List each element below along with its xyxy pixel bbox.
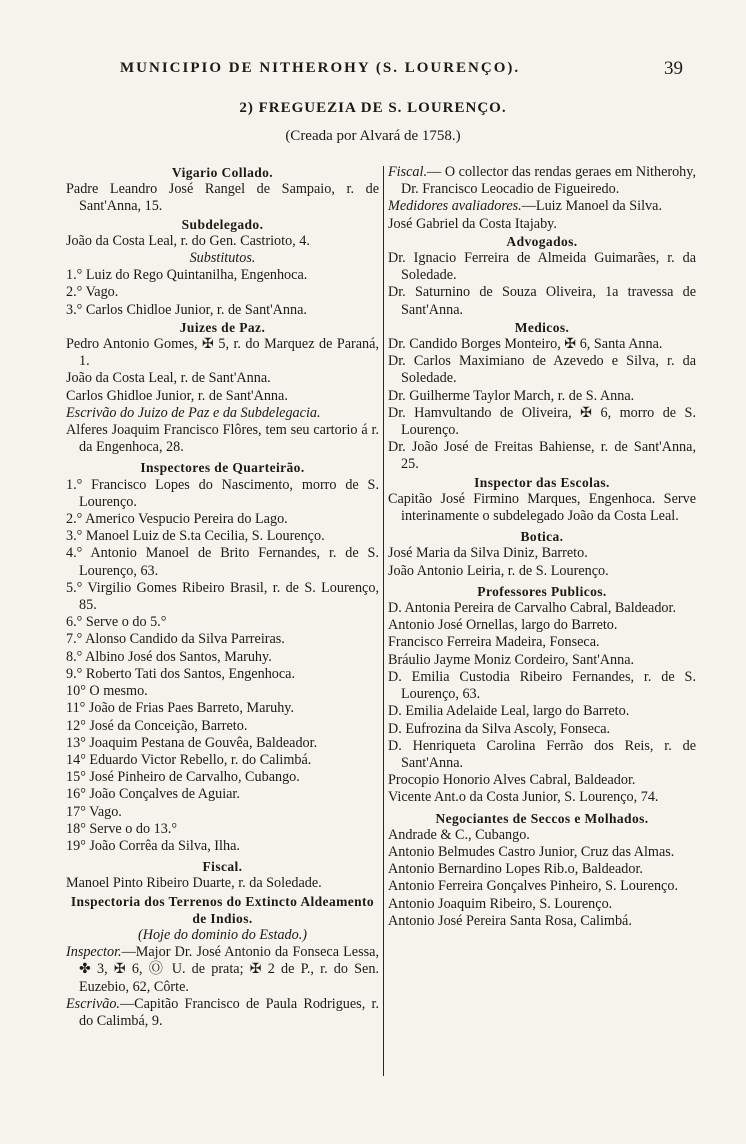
list-item: Antonio Bernardino Lopes Rib.o, Baldeador. — [388, 861, 643, 878]
list-item: D. Emilia Adelaide Leal, largo do Barreto. — [388, 703, 630, 720]
list-item: 3.° Manoel Luiz de S.ta Cecilia, S. Lourenço. — [66, 528, 325, 545]
fiscal-right-entry — [388, 164, 696, 198]
list-item: Dr. João José de Freitas Bahiense, r. de Sant'Anna, 25. — [388, 439, 696, 473]
list-item: 14° Eduardo Victor Rebello, r. do Calimbá. — [66, 751, 312, 768]
list-item: 16° João Conçalves de Aguiar. — [66, 786, 240, 803]
list-item: 2.° Americo Vespucio Pereira do Lago. — [66, 511, 288, 528]
list-item: 8.° Albino José dos Santos, Maruhy. — [66, 648, 272, 665]
list-item: 2.° Vago. — [66, 284, 119, 301]
inspector-text: —Major Dr. José Antonio da Fonseca Lessa, ✤ 3, ✠ 6, Ⓞ U. de prata; ✠ 2 de P., r. do Sen. Euzebio, 62, Côrte. — [79, 944, 379, 995]
list-item: Andrade & C., Cubango. — [388, 826, 530, 843]
list-item: 17° Vago. — [66, 803, 122, 820]
vigario-entry: Padre Leandro José Rangel de Sampaio, r. de Sant'Anna, 15. — [66, 181, 379, 215]
list-item: Antonio Joaquim Ribeiro, S. Lourenço. — [388, 895, 613, 912]
subdelegado-entry: João da Costa Leal, r. do Gen. Castrioto, 4. — [66, 232, 310, 249]
list-item: Dr. Hamvultando de Oliveira, ✠ 6, morro de S. Lourenço. — [388, 404, 696, 439]
list-item: 1.° Luiz do Rego Quintanilha, Engenhoca. — [66, 267, 308, 284]
negociantes-heading: Negociantes de Seccos e Molhados. — [435, 810, 649, 826]
medidores-text: —Luiz Manoel da Silva. — [521, 198, 662, 215]
list-item: D. Eufrozina da Silva Ascoly, Fonseca. — [388, 720, 611, 737]
subdelegado-heading: Subdelegado. — [181, 216, 264, 232]
list-item: Antonio Ferreira Gonçalves Pinheiro, S. Lourenço. — [388, 878, 678, 895]
list-item: Dr. Candido Borges Monteiro, ✠ 6, Santa Anna. — [388, 336, 663, 353]
list-item: João da Costa Leal, r. de Sant'Anna. — [66, 370, 271, 387]
inspector-escolas-entry: Capitão José Firmino Marques, Engenhoca. Serve interinamente o subdelegado João da Costa Leal. — [388, 490, 696, 525]
escrivao2-label: Escrivão. — [66, 995, 120, 1012]
list-item: Antonio Belmudes Castro Junior, Cruz das Almas. — [388, 843, 675, 860]
escrivao-entry: Alferes Joaquim Francisco Flôres, tem seu cartorio á r. da Engenhoca, 28. — [66, 422, 379, 456]
list-item: 4.° Antonio Manoel de Brito Fernandes, r. de S. Lourenço, 63. — [66, 545, 379, 579]
escrivao2-entry — [66, 996, 379, 1030]
list-item: Bráulio Jayme Moniz Cordeiro, Sant'Anna. — [388, 651, 635, 668]
section-subtitle: (Creada por Alvará de 1758.) — [285, 128, 461, 144]
list-item: João Antonio Leiria, r. de S. Lourenço. — [388, 562, 609, 579]
page-number: 39 — [664, 58, 683, 79]
medidores-entry — [388, 198, 696, 215]
juizes-heading: Juizes de Paz. — [179, 319, 266, 335]
list-item: 9.° Roberto Tati dos Santos, Engenhoca. — [66, 665, 296, 682]
list-item: 11° João de Frias Paes Barreto, Maruhy. — [66, 700, 295, 717]
medidores-entry-2: José Gabriel da Costa Itajaby. — [388, 215, 557, 232]
column-divider — [383, 166, 384, 1076]
inspectoria-heading: Inspectoria dos Terrenos do Extincto Aldeamento de Indios. — [70, 893, 375, 926]
list-item: Antonio José Ornellas, largo do Barreto. — [388, 617, 618, 634]
list-item: D. Henriqueta Carolina Ferrão dos Reis, r. de Sant'Anna. — [388, 737, 696, 771]
right-column — [388, 164, 696, 1084]
fiscal-right-text: — O collector das rendas geraes em Nitherohy, Dr. Francisco Leocadio de Figueiredo. — [401, 164, 696, 198]
list-item: 13° Joaquim Pestana de Gouvêa, Baldeador. — [66, 734, 318, 751]
medicos-heading: Medicos. — [514, 319, 570, 335]
inspector-escolas-heading: Inspector das Escolas. — [474, 474, 610, 490]
list-item: 7.° Alonso Candido da Silva Parreiras. — [66, 631, 285, 648]
medidores-label: Medidores avaliadores. — [388, 198, 522, 215]
inspector-label: Inspector. — [66, 944, 122, 961]
substitutos-heading: Substitutos. — [189, 250, 256, 267]
list-item: Dr. Saturnino de Souza Oliveira, 1a travessa de Sant'Anna. — [388, 284, 696, 318]
list-item: D. Emilia Custodia Ribeiro Fernandes, r. de S. Lourenço, 63. — [388, 668, 696, 703]
list-item: 10° O mesmo. — [66, 683, 148, 700]
escrivao2-text: —Capitão Francisco de Paula Rodrigues, r. do Calimbá, 9. — [79, 995, 379, 1029]
list-item: Dr. Carlos Maximiano de Azevedo e Silva, r. da Soledade. — [388, 353, 696, 387]
list-item: D. Antonia Pereira de Carvalho Cabral, Baldeador. — [388, 600, 676, 617]
professores-heading: Professores Publicos. — [477, 583, 607, 599]
inspectores-heading: Inspectores de Quarteirão. — [140, 460, 305, 476]
list-item: Pedro Antonio Gomes, ✠ 5, r. do Marquez de Paraná, 1. — [66, 336, 379, 370]
list-item: Dr. Guilherme Taylor March, r. de S. Anna. — [388, 387, 635, 404]
list-item: 15° José Pinheiro de Carvalho, Cubango. — [66, 769, 300, 786]
list-item: Vicente Ant.o da Costa Junior, S. Lourenço, 74. — [388, 789, 659, 806]
list-item: Dr. Ignacio Ferreira de Almeida Guimarães, r. da Soledade. — [388, 250, 696, 284]
left-column — [66, 164, 379, 1084]
running-title: MUNICIPIO DE NITHEROHY (S. LOURENÇO). — [120, 60, 521, 76]
advogados-heading: Advogados. — [506, 233, 578, 249]
list-item: 5.° Virgilio Gomes Ribeiro Brasil, r. de S. Lourenço, 85. — [66, 579, 379, 614]
list-item: Carlos Ghidloe Junior, r. de Sant'Anna. — [66, 387, 288, 404]
list-item: 1.° Francisco Lopes do Nascimento, morro de S. Lourenço. — [66, 476, 379, 510]
list-item: 3.° Carlos Chidloe Junior, r. de Sant'Anna. — [66, 301, 307, 318]
list-item: Francisco Ferreira Madeira, Fonseca. — [388, 634, 600, 651]
list-item: José Maria da Silva Diniz, Barreto. — [388, 545, 588, 562]
vigario-heading: Vigario Collado. — [171, 165, 274, 180]
list-item: 12° José da Conceição, Barreto. — [66, 717, 248, 734]
list-item: 6.° Serve o do 5.° — [66, 614, 167, 631]
inspector-entry — [66, 944, 379, 996]
botica-heading: Botica. — [520, 529, 564, 545]
section-title: 2) FREGUEZIA DE S. LOURENÇO. — [239, 100, 507, 116]
inspectoria-subheading: (Hoje do dominio do Estado.) — [137, 926, 308, 943]
fiscal-heading: Fiscal. — [202, 859, 243, 875]
escrivao-label: Escrivão do Juizo de Paz e da Subdelegacia. — [66, 404, 321, 421]
list-item: Procopio Honorio Alves Cabral, Baldeador. — [388, 772, 636, 789]
list-item: Antonio José Pereira Santa Rosa, Calimbá. — [388, 912, 632, 929]
fiscal-right-label: Fiscal. — [388, 164, 428, 180]
list-item: 19° João Corrêa da Silva, Ilha. — [66, 837, 240, 854]
fiscal-entry: Manoel Pinto Ribeiro Duarte, r. da Soledade. — [66, 875, 322, 892]
list-item: 18° Serve o do 13.° — [66, 820, 178, 837]
